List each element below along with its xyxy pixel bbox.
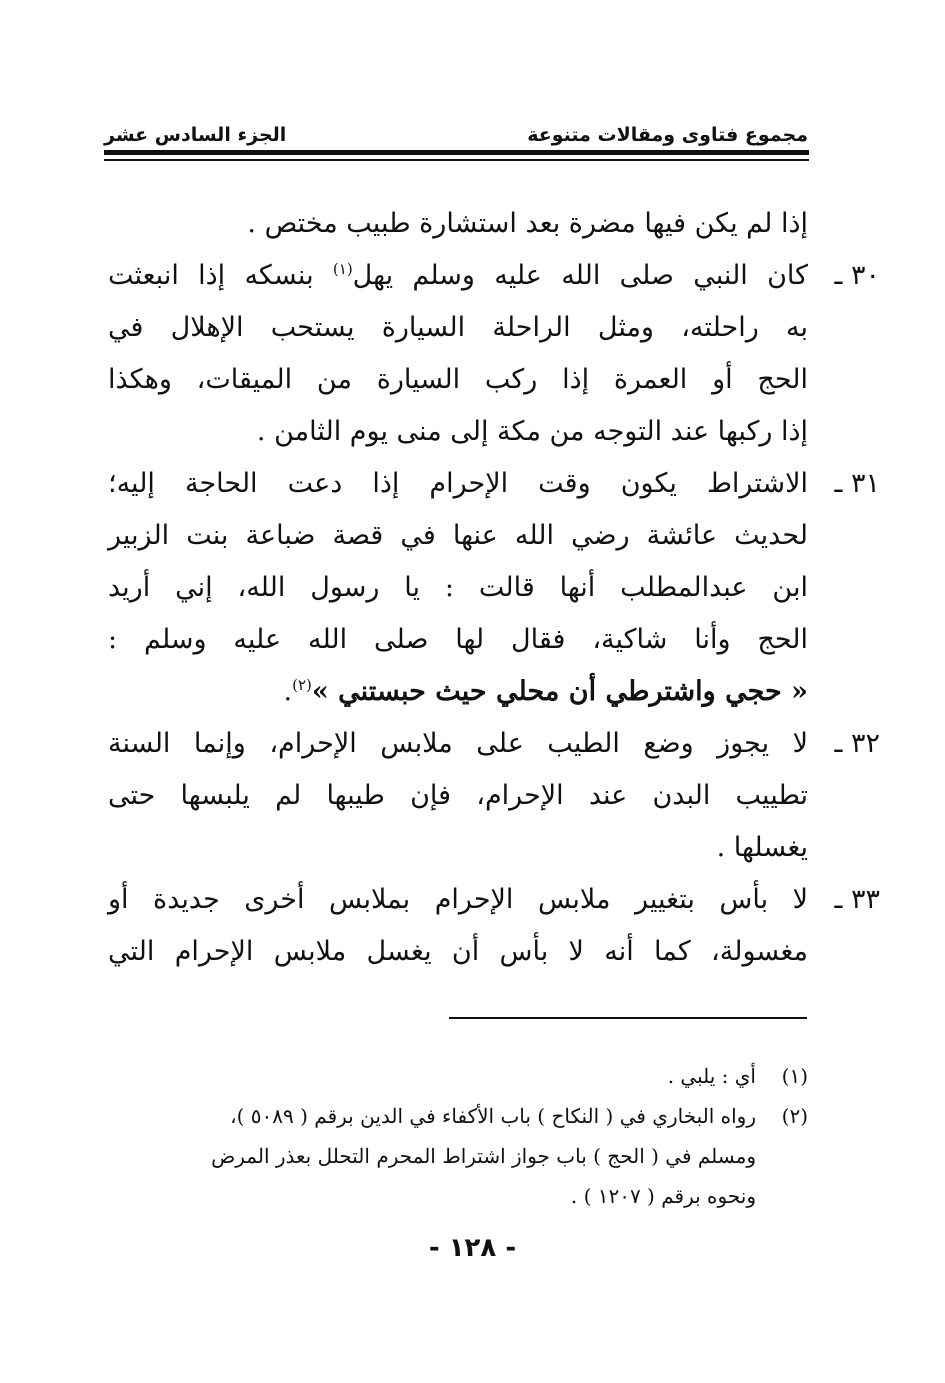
intro-line: إذا لم يكن فيها مضرة بعد استشارة طبيب مختص .: [247, 208, 808, 239]
item-line: تطييب البدن عند الإحرام، فإن طيبها لم يلبسها حتى: [108, 780, 808, 811]
header-rule-thin: [104, 159, 809, 161]
page-number: - ١٢٨ -: [428, 1233, 517, 1263]
footnotes: [102, 1056, 808, 1216]
footnote-ref-2[interactable]: (٢): [292, 676, 312, 694]
footnote-line: ومسلم في ( الحج ) باب جواز اشتراط المحرم التحلل بعذر المرض: [211, 1144, 756, 1168]
item-number: ٣٢ ـ: [834, 728, 880, 759]
footnote-number: (٢): [781, 1104, 808, 1128]
item-line: لحديث عائشة رضي الله عنها في قصة ضباعة بنت الزبير: [108, 520, 808, 551]
list-item-31: [108, 458, 880, 718]
header-volume-title: الجزء السادس عشر: [104, 124, 287, 146]
item-line: الحج أو العمرة إذا ركب السيارة من الميقات، وهكذا: [108, 364, 808, 395]
list-item-30: [108, 250, 880, 458]
item-line: إذا ركبها عند التوجه من مكة إلى منى يوم الثامن .: [256, 416, 808, 447]
footnote-2: [102, 1096, 808, 1216]
item-line: [108, 250, 808, 302]
item-line: [108, 666, 808, 718]
item-number: ٣٠ ـ: [834, 260, 880, 291]
item-number: ٣١ ـ: [834, 468, 880, 499]
main-text: [108, 198, 880, 978]
item-line: الحج وأنا شاكية، فقال لها صلى الله عليه وسلم :: [108, 624, 808, 655]
item-line: مغسولة، كما أنه لا بأس أن يغسل ملابس الإحرام التي: [108, 936, 808, 967]
item-text: .: [283, 676, 293, 707]
hadith-quote: « حجي واشترطي أن محلي حيث حبستني »: [311, 676, 808, 707]
list-item-32: [108, 718, 880, 874]
running-header: [104, 112, 808, 146]
list-item-33: [108, 874, 880, 978]
footnote-number: (١): [781, 1064, 808, 1088]
header-rule-thick: [104, 150, 809, 155]
footnote-1: [102, 1056, 808, 1096]
item-text: بنسكه إذا انبعثت: [108, 260, 333, 291]
item-line: ابن عبدالمطلب أنها قالت : يا رسول الله، إني أريد: [108, 572, 808, 603]
item-number: ٣٣ ـ: [834, 884, 880, 915]
footnote-line: أي : يلبي .: [667, 1064, 756, 1088]
item-text: كان النبي صلى الله عليه وسلم يهل: [352, 260, 809, 291]
item-line: لا بأس بتغيير ملابس الإحرام بملابس أخرى جديدة أو: [108, 884, 808, 915]
footnote-ref-1[interactable]: (١): [332, 260, 353, 278]
footnote-line: رواه البخاري في ( النكاح ) باب الأكفاء في الدين برقم ( ٥٠٨٩ )،: [230, 1104, 756, 1128]
footnote-line: ونحوه برقم ( ١٢٠٧ ) .: [570, 1184, 756, 1208]
item-line: به راحلته، ومثل الراحلة السيارة يستحب الإهلال في: [108, 312, 808, 343]
item-line: الاشتراط يكون وقت الإحرام إذا دعت الحاجة إليه؛: [108, 468, 808, 499]
footnote-separator: [449, 1017, 807, 1019]
item-line: لا يجوز وضع الطيب على ملابس الإحرام، وإنما السنة: [108, 728, 808, 759]
header-book-title: مجموع فتاوى ومقالات متنوعة: [527, 124, 808, 146]
item-line: يغسلها .: [716, 832, 808, 863]
